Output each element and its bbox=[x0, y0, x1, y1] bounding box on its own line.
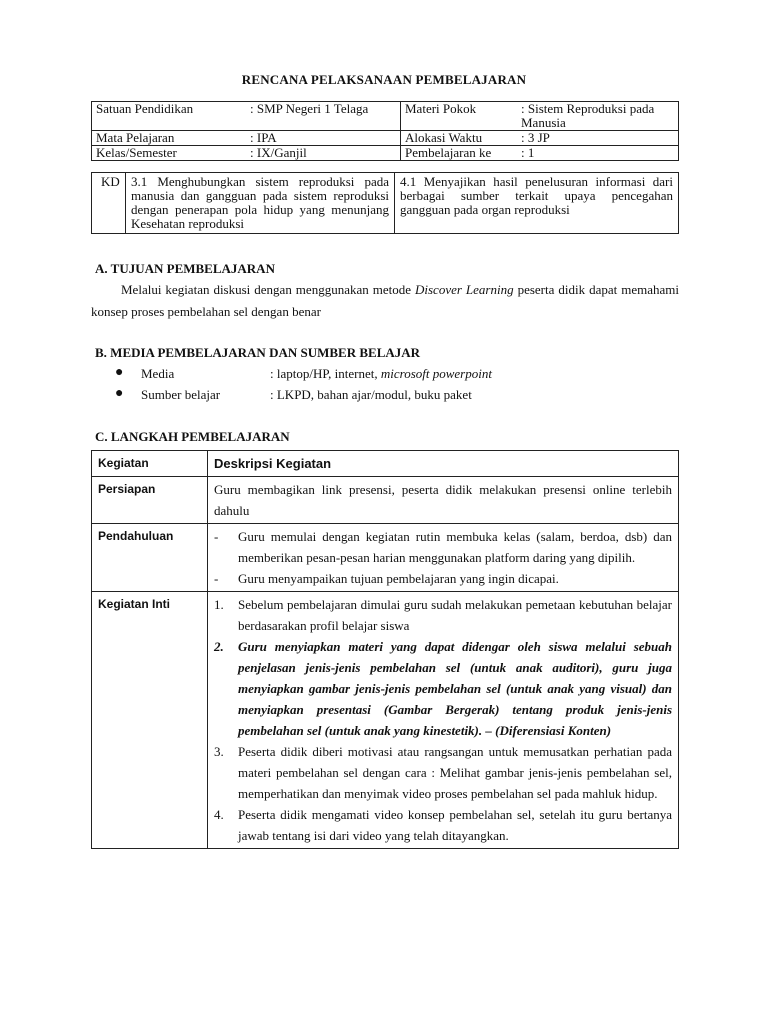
steps-table bbox=[91, 450, 679, 849]
list-item bbox=[214, 594, 672, 636]
list-marker: 4. bbox=[214, 807, 224, 822]
list-marker: 3. bbox=[214, 744, 224, 759]
satuan-label: Satuan Pendidikan bbox=[92, 102, 247, 131]
list-marker: 2. bbox=[214, 639, 224, 654]
list-item bbox=[214, 804, 672, 846]
section-a-heading: A. TUJUAN PEMBELAJARAN bbox=[95, 261, 275, 276]
satuan-value: : SMP Negeri 1 Telaga bbox=[246, 102, 401, 131]
kd-3: 3.1 Menghubungkan sistem reproduksi pada manusia dan gangguan pada sistem reproduksi dengan penerapan pola hidup yang menunjang Kesehatan reproduksi bbox=[126, 173, 395, 234]
section-c-heading: C. LANGKAH PEMBELAJARAN bbox=[95, 429, 290, 444]
table-header-row bbox=[92, 451, 679, 477]
mapel-value: : IPA bbox=[246, 131, 401, 146]
kd-4: 4.1 Menyajikan hasil penelusuran informasi dari berbagai sumber terkait upaya pencegahan gangguan pada organ reproduksi bbox=[395, 173, 679, 234]
materi-label: Materi Pokok bbox=[401, 102, 518, 131]
persiapan-text: Guru membagikan link presensi, peserta didik melakukan presensi online terlebih dahulu bbox=[208, 477, 679, 524]
list-item-text: Guru memulai dengan kegiatan rutin membuka kelas (salam, berdoa, dsb) dan memberikan pesan-pesan harian menggunakan platform daring yang dipilih. bbox=[238, 529, 672, 565]
list-marker: - bbox=[214, 571, 219, 586]
list-item-text: Guru menyiapkan materi yang dapat didengar oleh siswa melalui sebuah penjelasan jenis-jenis pembelahan sel (untuk anak auditori), guru juga menyiapkan gambar jenis-jenis pembelahan sel (untuk anak yang visual) dan menyiapkan presentasi (Gambar Bergerak) tentang produk jenis-jenis pembelahan sel (untuk anak yang kinestetik). – (Diferensiasi Konten) bbox=[238, 639, 672, 738]
kd-table bbox=[91, 172, 679, 234]
alokasi-label: Alokasi Waktu bbox=[401, 131, 518, 146]
kelas-label: Kelas/Semester bbox=[92, 146, 247, 161]
alokasi-value: : 3 JP bbox=[517, 131, 679, 146]
bullet-icon: ● bbox=[115, 365, 124, 380]
pendahuluan-list bbox=[208, 524, 679, 592]
col-kegiatan: Kegiatan bbox=[92, 451, 208, 477]
list-item-text: Peserta didik mengamati video konsep pembelahan sel, setelah itu guru bertanya jawab tentang isi dari video yang telah ditayangkan. bbox=[238, 807, 672, 843]
media-label: Media bbox=[141, 366, 175, 381]
table-row bbox=[92, 524, 679, 592]
table-row bbox=[92, 592, 679, 849]
pembelajaran-label: Pembelajaran ke bbox=[401, 146, 518, 161]
list-marker: 1. bbox=[214, 597, 224, 612]
pendahuluan-label: Pendahuluan bbox=[92, 524, 208, 592]
inti-list bbox=[208, 592, 679, 849]
mapel-label: Mata Pelajaran bbox=[92, 131, 247, 146]
list-item bbox=[214, 568, 672, 589]
sumber-label: Sumber belajar bbox=[141, 387, 221, 402]
section-a-paragraph: Melalui kegiatan diskusi dengan menggunakan metode Discover Learning peserta didik dapat memahami konsep proses pembelahan sel dengan benar bbox=[91, 282, 679, 319]
table-row bbox=[92, 477, 679, 524]
list-item-text: Peserta didik diberi motivasi atau rangsangan untuk memusatkan perhatian pada materi pembelahan sel dengan cara : Melihat gambar jenis-jenis pembelahan sel, memperhatikan dan menyimak video proses pembelahan sel pada mahluk hidup. bbox=[238, 744, 672, 801]
list-item bbox=[214, 636, 672, 741]
media-value: : laptop/HP, internet, microsoft powerpoint bbox=[270, 366, 492, 381]
section-b-heading: B. MEDIA PEMBELAJARAN DAN SUMBER BELAJAR bbox=[95, 345, 421, 360]
list-item bbox=[214, 526, 672, 568]
sumber-value: : LKPD, bahan ajar/modul, buku paket bbox=[270, 387, 472, 402]
kelas-value: : IX/Ganjil bbox=[246, 146, 401, 161]
list-item-text: Sebelum pembelajaran dimulai guru sudah melakukan pemetaan kebutuhan belajar berdasarakan profil belajar siswa bbox=[238, 597, 672, 633]
kd-label: KD bbox=[92, 173, 126, 234]
bullet-icon: ● bbox=[115, 386, 124, 401]
identity-table bbox=[91, 101, 679, 161]
inti-label: Kegiatan Inti bbox=[92, 592, 208, 849]
col-deskripsi: Deskripsi Kegiatan bbox=[208, 451, 679, 477]
materi-value: : Sistem Reproduksi pada Manusia bbox=[517, 102, 679, 131]
document-title: RENCANA PELAKSANAAN PEMBELAJARAN bbox=[241, 72, 527, 87]
list-item-text: Guru menyampaikan tujuan pembelajaran yang ingin dicapai. bbox=[238, 571, 559, 586]
persiapan-label: Persiapan bbox=[92, 477, 208, 524]
pembelajaran-value: : 1 bbox=[517, 146, 679, 161]
list-item bbox=[214, 741, 672, 804]
list-marker: - bbox=[214, 529, 219, 544]
